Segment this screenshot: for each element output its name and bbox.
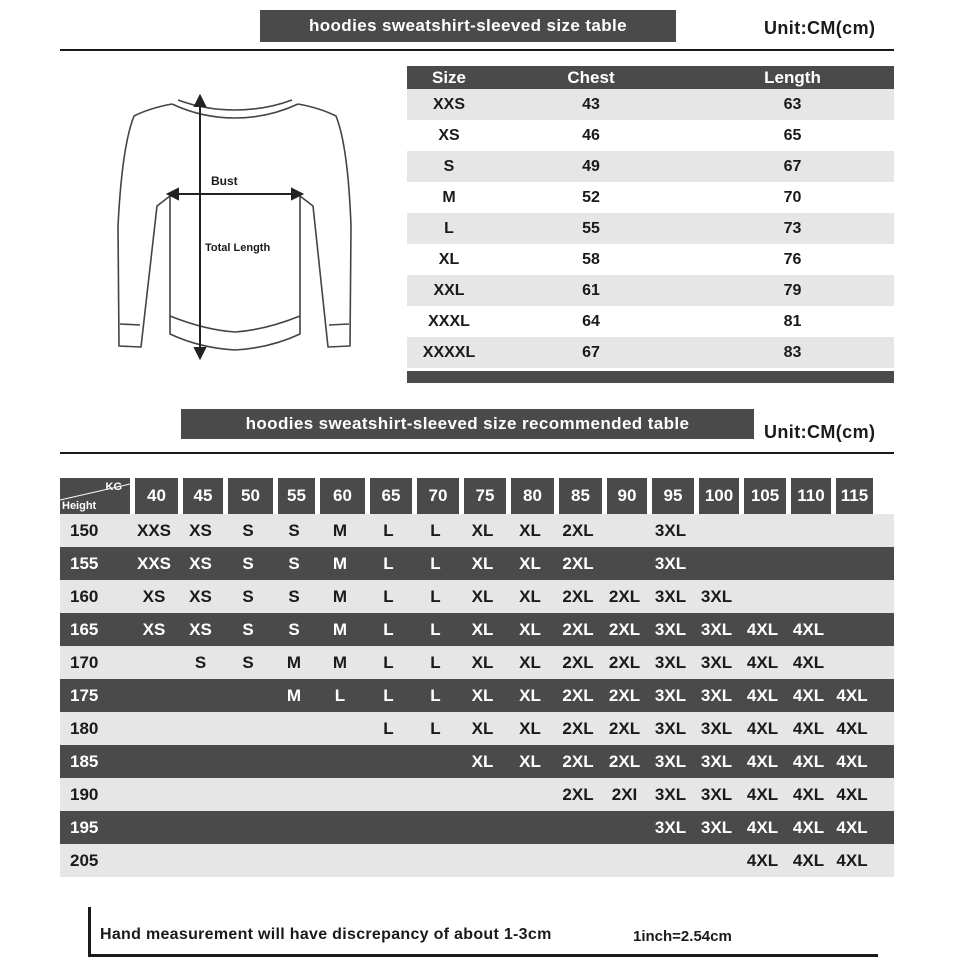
size-recommendation-cell: 2XL [608, 652, 641, 672]
size-recommendation-cell: 2XL [608, 586, 641, 606]
discrepancy-note: Hand measurement will have discrepancy of about 1-3cm [100, 926, 552, 943]
weight-header-cell: 70 [412, 478, 459, 514]
size-recommendation-cell: 3XL [654, 586, 687, 606]
size-recommendation-cell: XL [471, 619, 494, 639]
size-recommendation-cell: 2XL [608, 685, 641, 705]
size-recommendation-cell: 4XL [746, 718, 779, 738]
size-recommendation-cell: M [286, 685, 302, 705]
length-header: Length [764, 67, 821, 87]
size-recommendation-cell: 4XL [746, 619, 779, 639]
chest-cell: 58 [582, 250, 600, 268]
size-recommendation-cell: 4XL [746, 784, 779, 804]
size-recommendation-cell: 4XL [746, 817, 779, 837]
size-recommendation-cell: 4XL [746, 751, 779, 771]
size-table-header [407, 66, 894, 89]
size-recommendation-cell: XS [189, 553, 212, 573]
size-table [407, 66, 894, 383]
size-recommendation-cell: 4XL [836, 784, 868, 804]
footer-horizontal-rule [88, 954, 878, 957]
size-row [407, 89, 894, 120]
size-row [407, 120, 894, 151]
height-cell: 160 [70, 586, 99, 606]
size-recommendation-cell: M [332, 652, 348, 672]
size-recommendation-cell: 3XL [700, 652, 733, 672]
height-row [60, 679, 894, 712]
height-row [60, 580, 894, 613]
size-recommendation-cell: 4XL [792, 751, 825, 771]
corner-kg-label: KG [105, 481, 122, 493]
size-recommendation-cell: 3XL [654, 685, 687, 705]
size-recommendation-cell: S [242, 553, 254, 573]
height-cell: 180 [70, 718, 99, 738]
size-recommendation-cell: L [383, 586, 394, 606]
size-recommendation-cell: S [194, 652, 207, 672]
size-recommendation-cell: XL [519, 619, 541, 639]
size-recommendation-cell: 4XL [792, 817, 825, 837]
size-recommendation-cell: 4XL [792, 718, 825, 738]
size-recommendation-cell: XXS [136, 520, 172, 540]
size-recommendation-cell: 2XL [562, 784, 594, 804]
height-cell: 150 [70, 520, 99, 540]
size-recommendation-cell: L [383, 553, 394, 573]
height-row [60, 514, 894, 547]
size-recommendation-cell: S [242, 619, 254, 639]
height-cell: 165 [70, 619, 99, 639]
size-recommendation-cell: S [288, 619, 300, 639]
size-recommendation-cell: M [332, 619, 348, 639]
size-recommendation-cell: 3XL [654, 751, 687, 771]
size-cell: S [443, 157, 455, 175]
length-cell: 67 [783, 157, 802, 175]
size-recommendation-cell: L [383, 718, 394, 738]
size-recommendation-cell: 2XL [562, 652, 594, 672]
size-cell: XXS [432, 95, 465, 113]
size-recommendation-cell: XS [189, 619, 212, 639]
measurement-note [88, 907, 878, 957]
size-recommendation-cell: 3XL [654, 520, 687, 540]
weight-header-cell: 45 [178, 478, 223, 514]
size-recommendation-cell: 3XL [654, 784, 687, 804]
weight-header-cell: 75 [459, 478, 506, 514]
height-row [60, 811, 894, 844]
height-row [60, 844, 894, 877]
size-row [407, 275, 894, 306]
length-cell: 83 [783, 343, 802, 361]
length-cell: 63 [783, 95, 802, 113]
recommend-table [60, 478, 894, 877]
size-cell: XXXXL [422, 343, 476, 361]
chest-cell: 55 [582, 219, 600, 237]
size-recommendation-cell: XL [519, 652, 541, 672]
size-recommendation-cell: XXS [136, 553, 172, 573]
weight-header-cell: 90 [602, 478, 647, 514]
length-cell: 81 [783, 312, 802, 330]
chest-cell: 52 [582, 188, 600, 206]
height-cell: 185 [70, 751, 99, 771]
size-recommendation-cell: L [334, 685, 346, 705]
hoodie-diagram [110, 86, 360, 364]
weight-header-cell: 55 [273, 478, 315, 514]
size-recommendation-cell: XL [471, 553, 494, 573]
size-recommendation-cell: 2XL [562, 553, 594, 573]
size-recommendation-cell: XL [519, 520, 541, 540]
size-row [407, 182, 894, 213]
size-recommendation-cell: L [430, 652, 441, 672]
size-recommendation-cell: XL [519, 718, 541, 738]
size-table-unit: Unit:CM(cm) [764, 18, 876, 38]
height-cell: 170 [70, 652, 99, 672]
size-recommendation-cell: XL [471, 685, 494, 705]
size-recommendation-cell: 2XL [608, 619, 641, 639]
height-row [60, 778, 894, 811]
size-recommendation-cell: 2XL [562, 619, 594, 639]
recommend-table-unit: Unit:CM(cm) [764, 422, 876, 442]
chest-cell: 67 [582, 343, 600, 361]
weight-header-cell: 50 [223, 478, 273, 514]
size-row [407, 244, 894, 275]
size-recommendation-cell: L [383, 685, 394, 705]
height-cell: 175 [70, 685, 99, 705]
size-recommendation-cell: 4XL [836, 817, 868, 837]
bust-label: Bust [211, 174, 238, 188]
size-recommendation-cell: L [430, 553, 441, 573]
height-row [60, 745, 894, 778]
size-recommendation-cell: L [430, 619, 441, 639]
weight-header-cell: 110 [786, 478, 831, 514]
inch-conversion: 1inch=2.54cm [633, 928, 732, 945]
chest-cell: 64 [582, 312, 600, 330]
height-cell: 195 [70, 817, 99, 837]
size-recommendation-cell: 2XL [608, 718, 641, 738]
size-recommendation-cell: L [383, 520, 394, 540]
size-recommendation-cell: XL [519, 586, 541, 606]
size-recommendation-cell: XL [471, 718, 494, 738]
size-table-footer-bar [407, 371, 894, 383]
size-recommendation-cell: 4XL [792, 850, 825, 870]
length-cell: 76 [783, 250, 802, 268]
size-recommendation-cell: L [430, 718, 441, 738]
size-recommendation-cell: 3XL [654, 817, 687, 837]
size-recommendation-cell: M [332, 520, 348, 540]
size-recommendation-cell: S [288, 586, 300, 606]
weight-header-cell: 100 [694, 478, 739, 514]
size-recommendation-cell: 4XL [792, 784, 825, 804]
size-cell: XXL [433, 281, 465, 299]
size-recommendation-cell: S [288, 520, 300, 540]
height-cell: 205 [70, 850, 99, 870]
size-recommendation-cell: 4XL [792, 652, 825, 672]
chest-cell: 61 [582, 281, 600, 299]
size-table-body [407, 89, 894, 368]
size-recommendation-cell: L [430, 520, 441, 540]
size-recommendation-cell: 3XL [654, 619, 687, 639]
chest-cell: 46 [582, 126, 600, 144]
size-recommendation-cell: XS [189, 586, 212, 606]
size-recommendation-cell: 4XL [746, 685, 779, 705]
weight-header-cell: 80 [506, 478, 554, 514]
recommend-table-body [60, 514, 894, 877]
top-divider [60, 49, 894, 51]
size-row [407, 306, 894, 337]
chest-cell: 43 [582, 95, 600, 113]
size-cell: XXXL [428, 312, 470, 330]
length-cell: 70 [783, 188, 802, 206]
height-cell: 190 [70, 784, 99, 804]
size-row [407, 213, 894, 244]
middle-divider [60, 452, 894, 454]
size-recommendation-cell: L [383, 619, 394, 639]
size-recommendation-cell: 4XL [746, 850, 779, 870]
weight-header-cell: 95 [647, 478, 694, 514]
chest-cell: 49 [582, 157, 600, 175]
size-recommendation-cell: 3XL [654, 652, 687, 672]
size-recommendation-cell: 4XL [836, 751, 868, 771]
size-recommendation-cell: 3XL [700, 685, 733, 705]
size-recommendation-cell: 2XL [562, 685, 594, 705]
size-recommendation-cell: 3XL [700, 784, 733, 804]
height-row [60, 547, 894, 580]
size-recommendation-cell: 3XL [700, 619, 733, 639]
size-recommendation-cell: M [332, 586, 348, 606]
size-recommendation-cell: 2XI [611, 784, 638, 804]
size-recommendation-cell: L [430, 586, 441, 606]
size-recommendation-cell: S [288, 553, 300, 573]
weight-header-cell: 60 [315, 478, 365, 514]
size-recommendation-cell: S [242, 652, 254, 672]
height-row [60, 613, 894, 646]
size-recommendation-cell: 4XL [836, 685, 868, 705]
total-length-label: Total Length [205, 242, 271, 254]
height-row [60, 646, 894, 679]
weight-header-cell: 105 [739, 478, 786, 514]
size-recommendation-cell: M [286, 652, 302, 672]
size-cell: XS [438, 126, 460, 144]
weight-header-cell: 40 [130, 478, 178, 514]
size-recommendation-cell: 3XL [654, 718, 687, 738]
chest-header: Chest [567, 67, 615, 87]
size-cell: XL [438, 250, 460, 268]
size-recommendation-cell: XL [471, 751, 494, 771]
size-recommendation-cell: XS [189, 520, 212, 540]
size-recommendation-cell: XL [519, 751, 541, 771]
size-recommendation-cell: L [383, 652, 394, 672]
size-recommendation-cell: 3XL [700, 817, 733, 837]
footer-vertical-rule [88, 907, 91, 957]
size-recommendation-cell: 2XL [562, 586, 594, 606]
size-recommendation-cell: XS [142, 619, 166, 639]
length-cell: 65 [783, 126, 802, 144]
size-recommendation-cell: 2XL [562, 718, 594, 738]
corner-cell [60, 478, 130, 514]
size-recommendation-cell: 4XL [836, 850, 868, 870]
weight-header-cell: 85 [554, 478, 602, 514]
size-row [407, 151, 894, 182]
hoodie-outline-icon [110, 86, 360, 364]
size-recommendation-cell: L [430, 685, 441, 705]
size-recommendation-cell: 4XL [836, 718, 868, 738]
height-row [60, 712, 894, 745]
size-recommendation-cell: XL [471, 520, 494, 540]
weight-header-cell: 115 [831, 478, 873, 514]
size-header: Size [431, 67, 467, 87]
size-recommendation-cell: XL [519, 553, 541, 573]
size-recommendation-cell: 2XL [562, 520, 594, 540]
size-table-banner: hoodies sweatshirt-sleeved size table [260, 10, 676, 42]
size-recommendation-cell: 3XL [700, 751, 733, 771]
size-cell: M [442, 188, 456, 206]
size-cell: L [444, 219, 454, 237]
size-recommendation-cell: S [242, 520, 254, 540]
corner-height-label: Height [62, 500, 97, 512]
size-recommendation-cell: 4XL [792, 685, 825, 705]
size-recommendation-cell: M [332, 553, 348, 573]
length-cell: 73 [783, 219, 802, 237]
size-recommendation-cell: 2XL [562, 751, 594, 771]
size-recommendation-cell: 3XL [654, 553, 687, 573]
recommend-table-banner: hoodies sweatshirt-sleeved size recommended table [181, 409, 754, 439]
weight-header-cell: 65 [365, 478, 412, 514]
recommend-table-header [60, 478, 894, 514]
height-cell: 155 [70, 553, 99, 573]
length-cell: 79 [783, 281, 802, 299]
size-recommendation-cell: XL [471, 652, 494, 672]
size-recommendation-cell: XL [519, 685, 541, 705]
size-recommendation-cell: S [242, 586, 254, 606]
size-recommendation-cell: 3XL [700, 718, 733, 738]
size-recommendation-cell: 3XL [700, 586, 733, 606]
size-recommendation-cell: XL [471, 586, 494, 606]
size-recommendation-cell: 4XL [746, 652, 779, 672]
size-recommendation-cell: 4XL [792, 619, 825, 639]
size-row [407, 337, 894, 368]
size-recommendation-cell: 2XL [608, 751, 641, 771]
size-recommendation-cell: XS [142, 586, 166, 606]
